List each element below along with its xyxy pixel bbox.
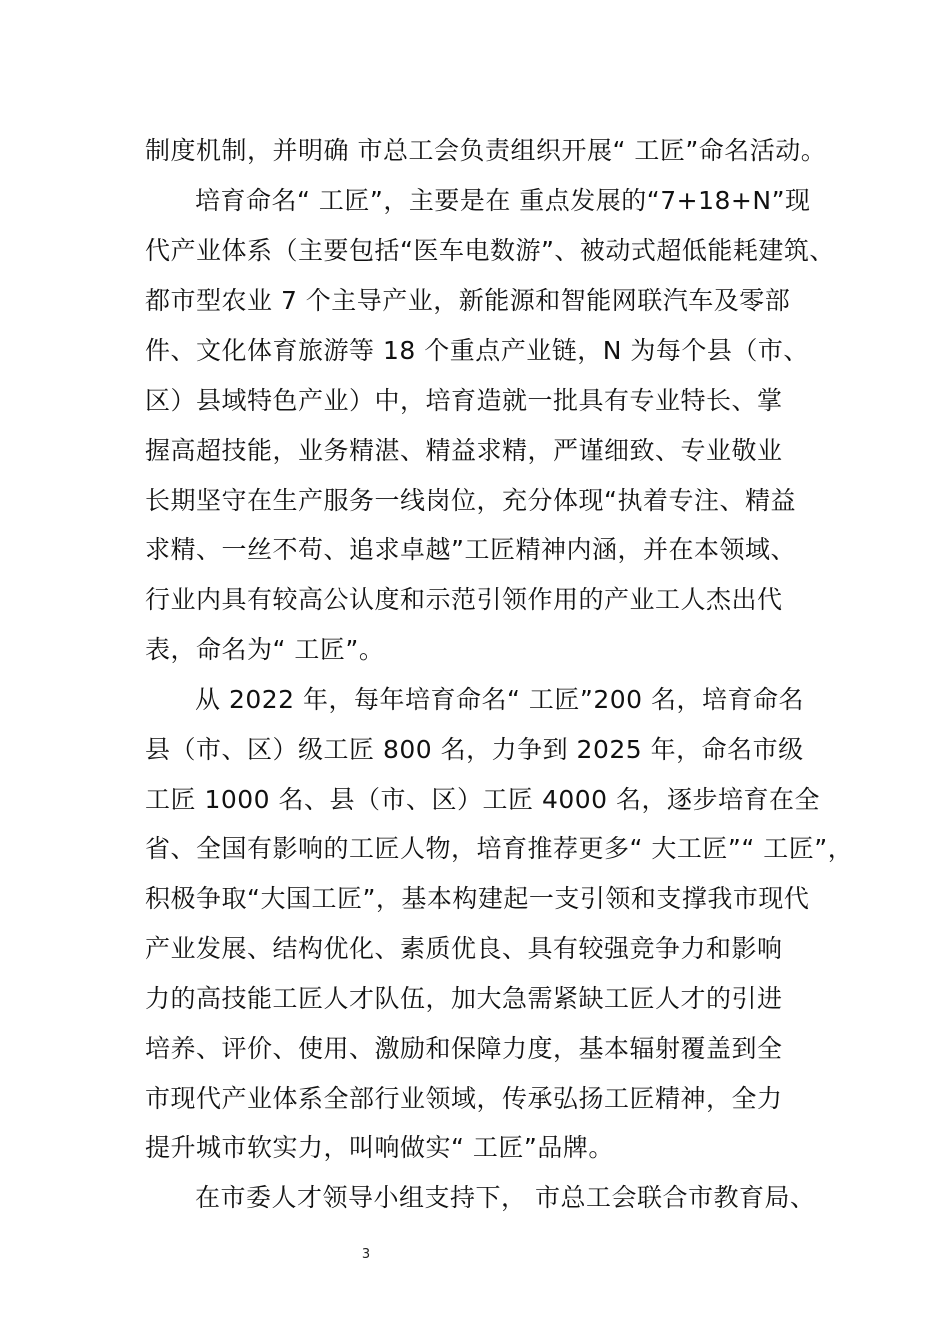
text-line: 省、全国有影响的工匠人物，培育推荐更多“ 大工匠”“ 工匠”，: [145, 834, 854, 863]
text-line: 求精、一丝不苟、追求卓越”工匠精神内涵，并在本领域、: [145, 535, 796, 564]
text-line: 区）县域特色产业）中，培育造就一批具有专业特长、掌: [145, 386, 783, 415]
paragraph-start-line: 从 2022 年，每年培育命名“ 工匠”200 名，培育命名: [195, 685, 805, 714]
text-line: 表，命名为“ 工匠”。: [145, 635, 385, 664]
text-line: 培养、评价、使用、激励和保障力度，基本辐射覆盖到全: [145, 1034, 783, 1063]
text-line: 制度机制，并明确 市总工会负责组织开展“ 工匠”命名活动。: [145, 136, 827, 165]
text-line: 长期坚守在生产服务一线岗位，充分体现“执着专注、精益: [145, 486, 796, 515]
page-number: 3: [361, 1247, 371, 1262]
text-line: 代产业体系（主要包括“医车电数游”、被动式超低能耗建筑、: [145, 236, 835, 265]
text-line: 行业内具有较高公认度和示范引领作用的产业工人杰出代: [145, 585, 783, 614]
text-line: 工匠 1000 名、县（市、区）工匠 4000 名，逐步培育在全: [145, 785, 821, 814]
text-line: 积极争取“大国工匠”，基本构建起一支引领和支撑我市现代: [145, 884, 810, 913]
text-line: 产业发展、结构优化、素质优良、具有较强竞争力和影响: [145, 934, 783, 963]
text-line: 县（市、区）级工匠 800 名，力争到 2025 年，命名市级: [145, 735, 804, 764]
paragraph-start-line: 培育命名“ 工匠”，主要是在 重点发展的“7+18+N”现: [195, 186, 811, 215]
paragraph-start-line: 在市委人才领导小组支持下， 市总工会联合市教育局、: [195, 1183, 816, 1212]
text-line: 件、文化体育旅游等 18 个重点产业链，N 为每个县（市、: [145, 336, 809, 365]
text-line: 都市型农业 7 个主导产业，新能源和智能网联汽车及零部: [145, 286, 791, 315]
text-line: 提升城市软实力，叫响做实“ 工匠”品牌。: [145, 1133, 614, 1162]
text-line: 握高超技能，业务精湛、精益求精，严谨细致、专业敬业: [145, 436, 783, 465]
text-line: 力的高技能工匠人才队伍，加大急需紧缺工匠人才的引进: [145, 984, 783, 1013]
text-line: 市现代产业体系全部行业领域，传承弘扬工匠精神，全力: [145, 1084, 783, 1113]
